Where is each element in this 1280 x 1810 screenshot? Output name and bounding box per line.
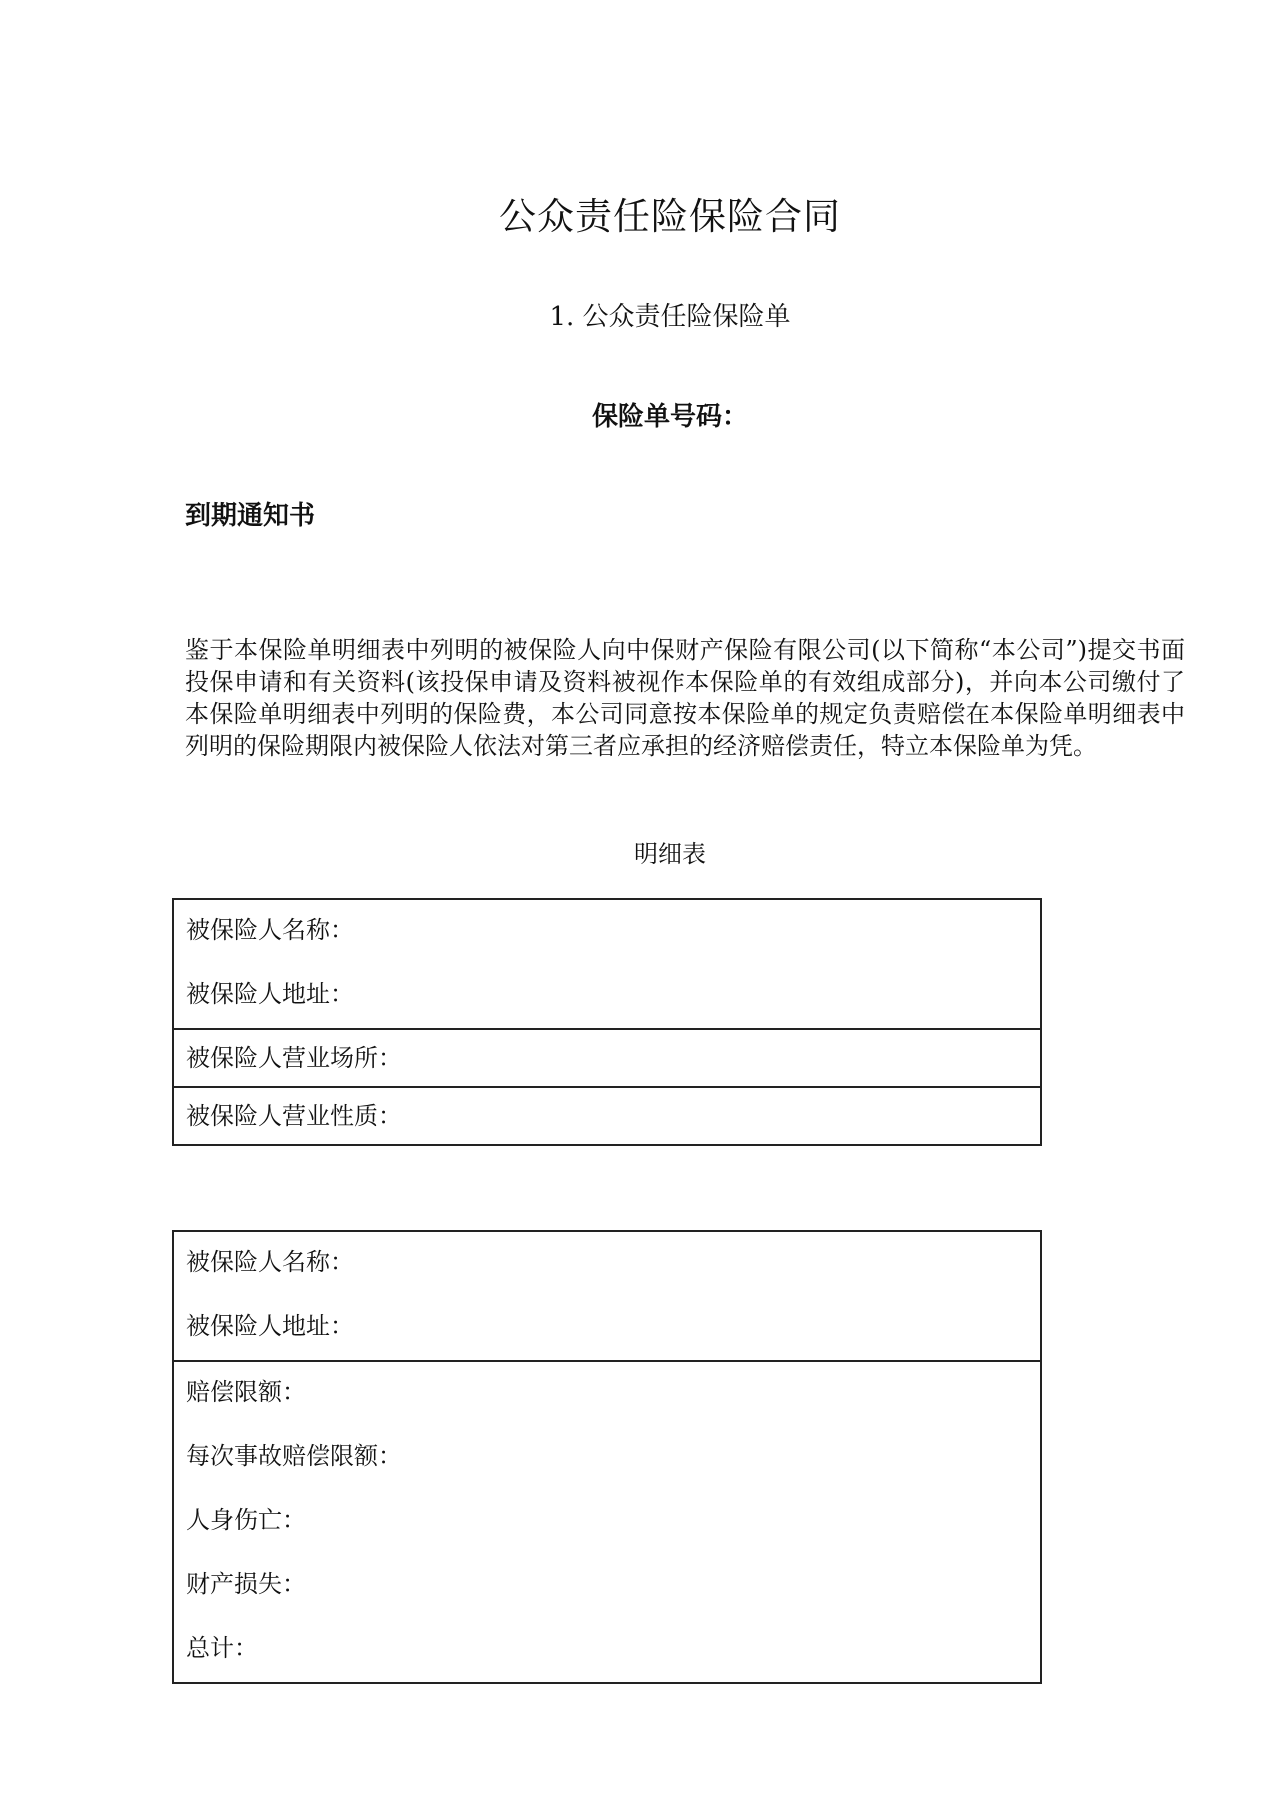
intro-paragraph: 鉴于本保险单明细表中列明的被保险人向中保财产保险有限公司(以下简称“本公司”)提交书面投保申请和有关资料(该投保申请及资料被视作本保险单的有效组成部分)，并向本公司缴付了本保险单明细表中列明的保险费，本公司同意按本保险单的规定负责赔偿在本保险单明细表中列明的保险期限内被保险人依法对第三者应承担的经济赔偿责任，特立本保险单为凭。 xyxy=(185,636,1185,760)
bodily-injury-field: 人身伤亡： xyxy=(186,1506,306,1534)
schedule-title: 明细表 xyxy=(634,840,706,868)
table-row xyxy=(173,899,1041,1029)
per-accident-limit-field: 每次事故赔偿限额： xyxy=(186,1442,402,1470)
notice-heading: 到期通知书 xyxy=(185,501,316,531)
insured-identity-cell xyxy=(173,1231,1041,1361)
table-row xyxy=(173,1087,1041,1145)
business-premises-field: 被保险人营业场所： xyxy=(173,1029,1041,1087)
table-row xyxy=(173,1231,1041,1361)
business-nature-field: 被保险人营业性质： xyxy=(173,1087,1041,1145)
table-row xyxy=(173,1029,1041,1087)
schedule-table-insured xyxy=(172,898,1042,1146)
insured-address-field: 被保险人地址： xyxy=(186,1312,354,1340)
total-field: 总计： xyxy=(186,1634,258,1662)
insured-address-field: 被保险人地址： xyxy=(186,980,354,1008)
schedule-table-limits xyxy=(172,1230,1042,1684)
insured-name-field: 被保险人名称： xyxy=(186,916,354,944)
policy-number-label: 保险单号码： xyxy=(591,402,748,432)
property-damage-field: 财产损失： xyxy=(186,1570,306,1598)
document-title: 公众责任险保险合同 xyxy=(499,195,841,238)
insured-identity-cell xyxy=(173,899,1041,1029)
indemnity-limits-cell xyxy=(173,1361,1041,1683)
document-subtitle: 1. 公众责任险保险单 xyxy=(549,302,791,332)
insured-name-field: 被保险人名称： xyxy=(186,1248,354,1276)
limit-of-indemnity-field: 赔偿限额： xyxy=(186,1378,306,1406)
table-row xyxy=(173,1361,1041,1683)
